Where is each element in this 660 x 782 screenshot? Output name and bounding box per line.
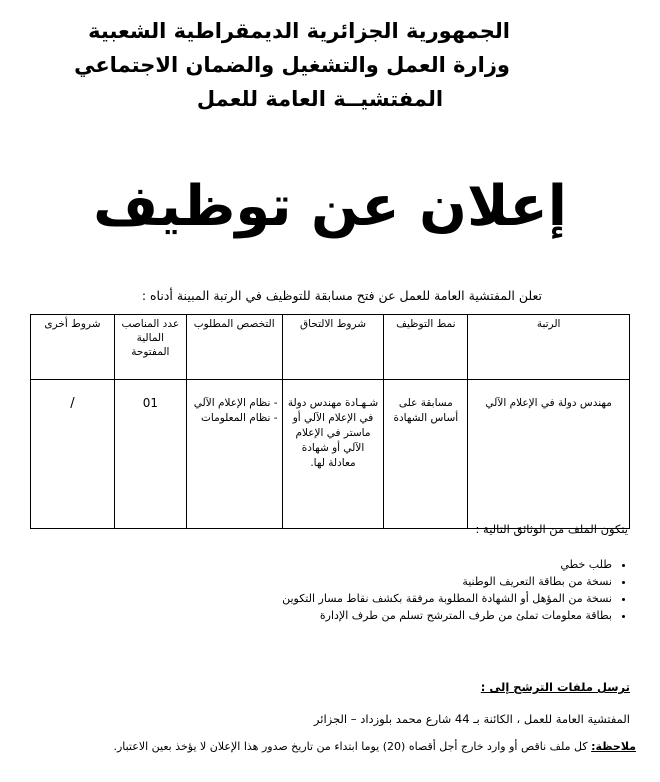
send-title: ترسل ملفات الترشح إلى : bbox=[480, 680, 630, 694]
table-header-row bbox=[31, 315, 630, 380]
header-positions: عدد المناصب المالية المفتوحة bbox=[114, 315, 186, 380]
note bbox=[113, 740, 636, 753]
header-other: شروط أخرى bbox=[31, 315, 115, 380]
list-item: • بطاقة معلومات تملئ من طرف المترشح تسلم من طرف الإدارة bbox=[282, 607, 612, 624]
cell-positions: 01 bbox=[114, 380, 186, 529]
recruitment-table bbox=[30, 314, 630, 529]
cell-grade: مهندس دولة في الإعلام الآلي bbox=[468, 380, 630, 529]
header-grade: الرتبة bbox=[468, 315, 630, 380]
list-item: • نسخة من المؤهل أو الشهادة المطلوبة مرفقة بكشف نقاط مسار التكوين bbox=[282, 590, 612, 607]
cell-specialty bbox=[186, 380, 282, 529]
note-text: كل ملف ناقص أو وارد خارج أجل أقصاه (20) يوما ابتداء من تاريخ صدور هذا الإعلان لا يؤخذ بعين الاعتبار. bbox=[113, 740, 592, 753]
cell-mode: مسابقة على أساس الشهادة bbox=[384, 380, 468, 529]
cell-conditions: شـهـادة مهندس دولة في الإعلام الآلي أو ماستر في الإعلام الآلي أو شهادة معادلة لها. bbox=[282, 380, 384, 529]
header-ministry: وزارة العمل والتشغيل والضمان الاجتماعي bbox=[74, 53, 510, 77]
cell-other: / bbox=[31, 380, 115, 529]
table-row bbox=[31, 380, 630, 529]
list-item: • طلب خطي bbox=[282, 556, 612, 573]
intro-text: تعلن المفتشية العامة للعمل عن فتح مسابقة للتوظيف في الرتبة المبينة أدناه : bbox=[141, 288, 542, 303]
header-mode: نمط التوظيف bbox=[384, 315, 468, 380]
header-inspectorate: المفتشيــة العامة للعمل bbox=[196, 87, 444, 111]
list-item: • نسخة من بطاقة التعريف الوطنية bbox=[282, 573, 612, 590]
document-header bbox=[74, 14, 510, 116]
documents-list bbox=[282, 556, 630, 624]
header-country: الجمهورية الجزائرية الديمقراطية الشعبية bbox=[88, 19, 510, 43]
header-conditions: شروط الالتحاق bbox=[282, 315, 384, 380]
specialty-item: - نظام الإعلام الآلي bbox=[193, 397, 278, 409]
send-address: المفتشية العامة للعمل ، الكائنة بـ 44 شارع محمد بلوزداد – الجزائر bbox=[313, 712, 630, 726]
note-label: ملاحظة: bbox=[591, 740, 636, 753]
documents-intro: يتكون الملف من الوثائق التالية : bbox=[475, 522, 628, 536]
page-title: إعلان عن توظيف bbox=[93, 174, 567, 239]
specialty-item: - نظام المعلومات bbox=[201, 412, 278, 424]
header-specialty: التخصص المطلوب bbox=[186, 315, 282, 380]
